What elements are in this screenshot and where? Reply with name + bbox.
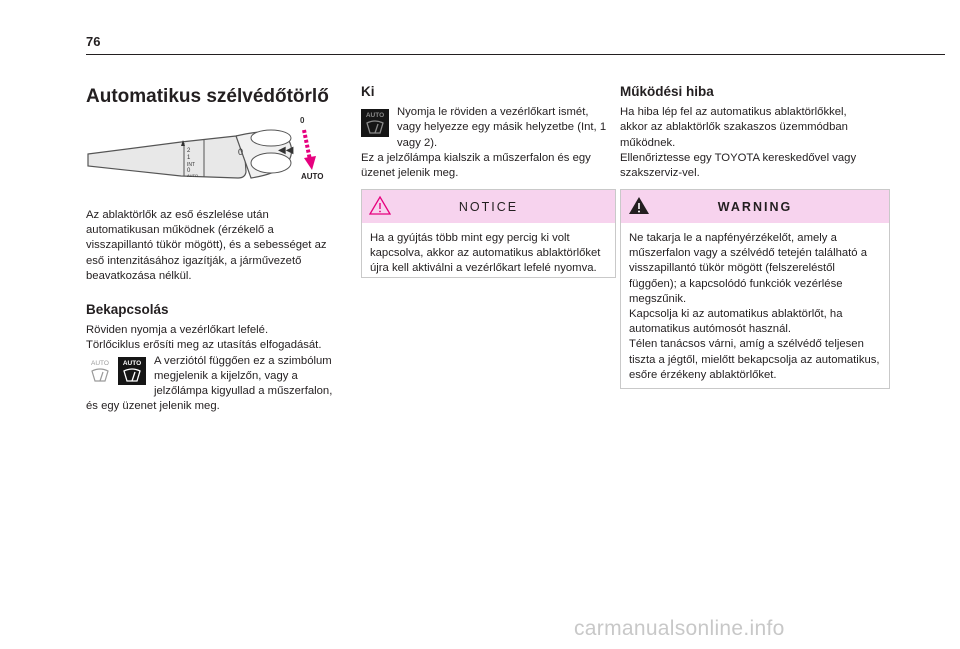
auto-wiper-dark-icon — [118, 357, 146, 385]
warning-p2: Kapcsolja ki az automatikus ablaktörlőt, ha automatikus autómosót használ. — [629, 308, 843, 336]
left-column — [86, 208, 336, 414]
notice-text: Ha a gyújtás több mint egy percig ki volt kapcsolva, akkor az automatikus ablaktörlőket újra kell aktiválni a vezérlőkart lefelé nyomva. — [370, 232, 601, 275]
middle-column — [361, 84, 615, 181]
svg-text:◀◀: ◀◀ — [278, 145, 294, 156]
watermark: carmanualsonline.info — [574, 617, 785, 640]
warning-title: WARNING — [717, 199, 793, 214]
header-rule — [86, 54, 945, 55]
page-title: Automatikus szélvédőtörlő — [86, 86, 329, 107]
svg-text:1: 1 — [187, 155, 191, 161]
svg-text:0: 0 — [238, 147, 244, 157]
bekapcsolas-text: A verziótól függően ez a szimbólum megjelenik a kijelzőn, vagy a jelzőlámpa kigyullad a műszerfalon, és egy üzenet jelenik meg. — [86, 354, 333, 413]
svg-text:INT: INT — [187, 162, 196, 168]
intro-text: Az ablaktörlők az eső észlelése után automatikusan működnek (érzékelő a visszapillantó tükör mögött), és a sebességet az eső intenzitásához igazítják, a járművezető beavatkozása nélkül. — [86, 209, 327, 282]
page-number: 76 — [86, 34, 101, 49]
notice-header — [362, 190, 615, 223]
bekapcsolas-heading: Bekapcsolás — [86, 302, 169, 318]
auto-wiper-dark-icon-ki — [361, 109, 389, 137]
warning-header — [621, 190, 889, 223]
notice-triangle-icon — [369, 195, 391, 215]
hiba-heading: Működési hiba — [620, 84, 714, 99]
warning-body — [621, 223, 889, 391]
notice-box — [361, 189, 616, 278]
warning-p1: Ne takarja le a napfényérzékelőt, amely a műszerfalon vagy a szélvédő tetején található a visszapillantó tükör mögött (felszereléstől függően); a kapcsolódó funkciók vezérlése megszűnik. — [629, 232, 868, 305]
ki-icon-text: AUTO — [365, 112, 385, 120]
hiba-text-1: Ha hiba lép fel az automatikus ablaktörlőkkel, akkor az ablaktörlők szakaszos üzemmódban működnek. — [620, 106, 848, 149]
warning-triangle-icon — [628, 195, 650, 215]
stalk-auto-label: AUTO — [301, 172, 324, 181]
svg-text:0: 0 — [187, 168, 191, 174]
ki-text-2: Ez a jelzőlámpa kialszik a műszerfalon és egy üzenet jelenik meg. — [361, 151, 591, 180]
svg-text:2: 2 — [187, 148, 191, 154]
warning-box — [620, 189, 890, 389]
hiba-text-2: Ellenőriztesse egy TOYOTA kereskedővel vagy szakszerviz-vel. — [620, 151, 857, 180]
auto-wiper-light-icon — [86, 357, 114, 385]
wiper-stalk-illustration — [86, 116, 326, 190]
bekapcsolas-line1: Röviden nyomja a vezérlőkart lefelé. — [86, 324, 269, 337]
ki-heading: Ki — [361, 84, 375, 99]
auto-light-icon-text: AUTO — [91, 359, 109, 367]
right-column — [620, 84, 876, 181]
svg-text:0: 0 — [300, 116, 305, 125]
svg-text:AUTO: AUTO — [187, 173, 199, 178]
auto-wiper-icon-pair — [86, 357, 146, 385]
ki-text: Nyomja le röviden a vezérlőkart ismét, vagy helyezze egy másik helyzetbe (Int, 1 vagy 2). — [397, 106, 607, 149]
auto-dark-icon-text: AUTO — [122, 359, 142, 367]
bekapcsolas-line2: Törlőciklus erősíti meg az utasítás elfogadását. — [86, 339, 322, 352]
notice-title: NOTICE — [458, 199, 519, 214]
warning-p3: Télen tanácsos várni, amíg a szélvédő teljesen tiszta a jégtől, mielőtt bekapcsolja az automatikus, esőre érzékeny ablaktörlőket. — [629, 338, 880, 381]
